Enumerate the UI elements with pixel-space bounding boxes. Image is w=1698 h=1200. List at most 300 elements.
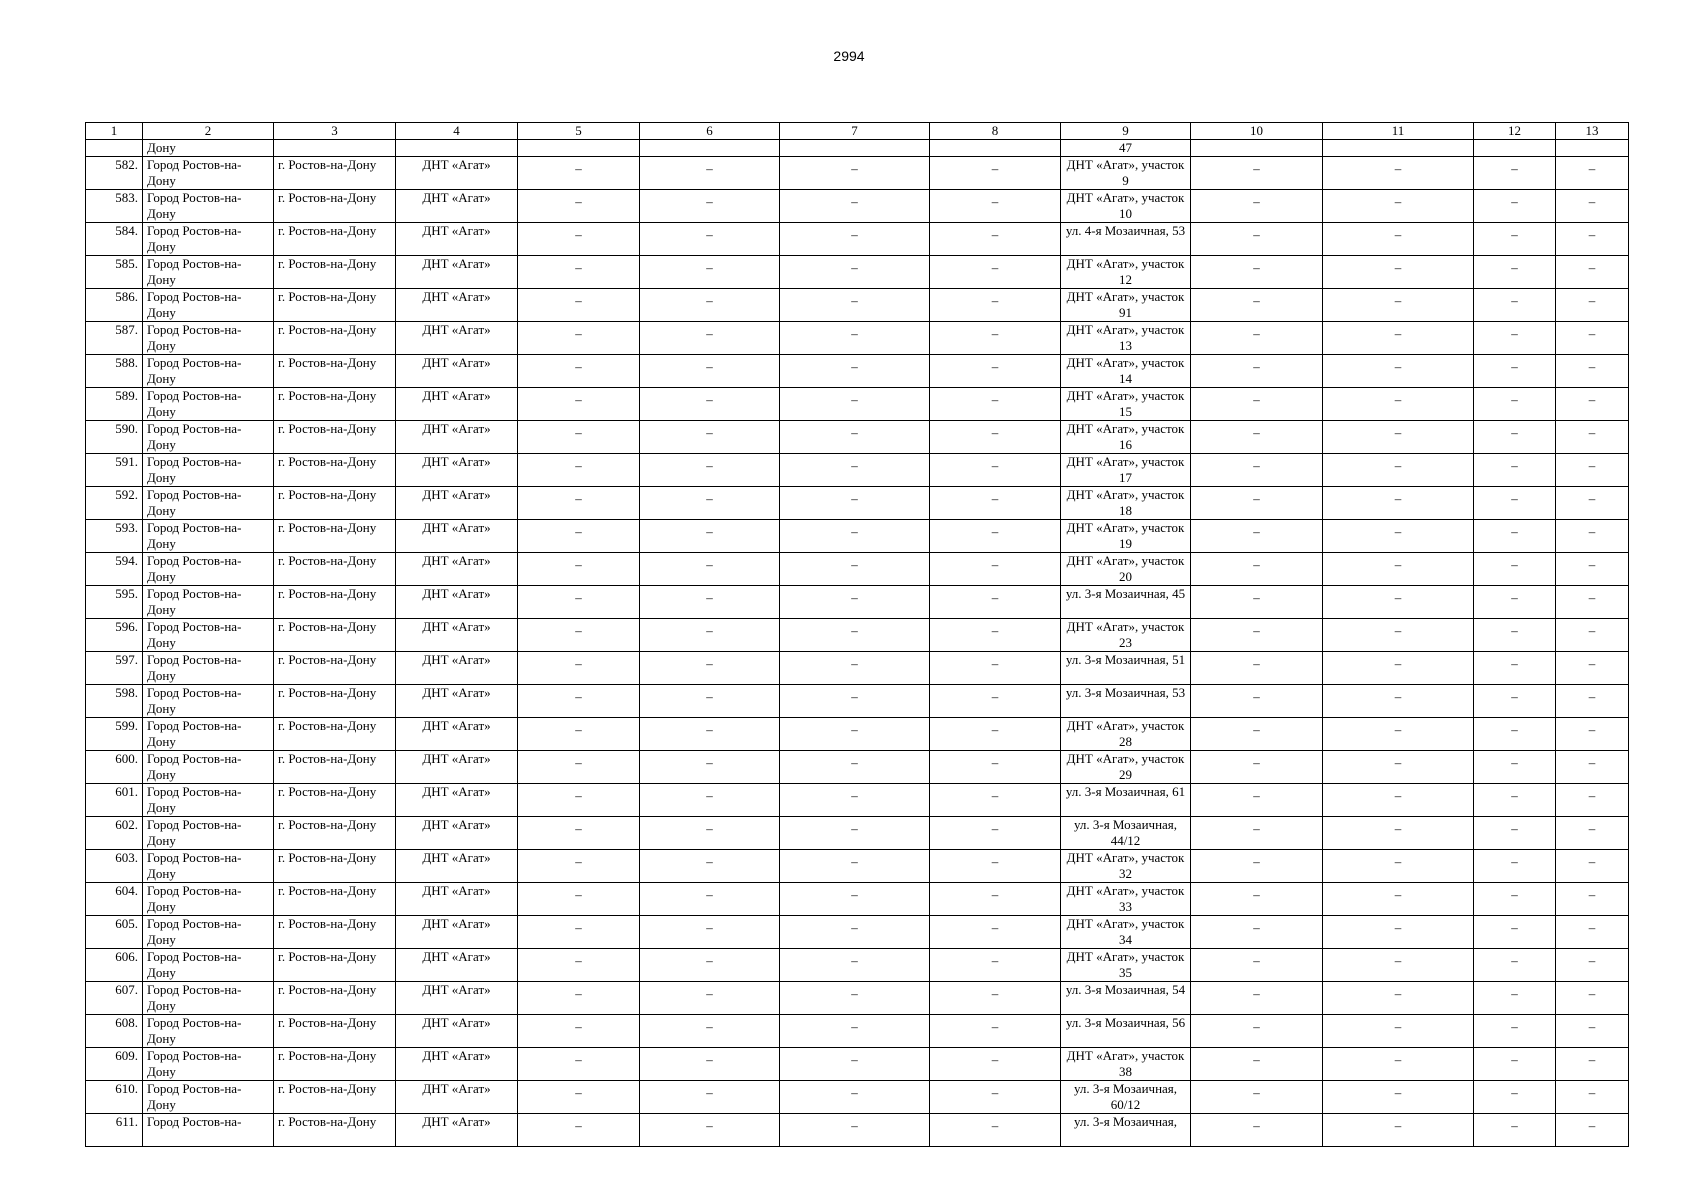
dash-cell: –: [930, 1081, 1061, 1114]
empty-cell: [86, 140, 143, 157]
table-row: [86, 586, 1629, 619]
dash-cell: –: [1323, 619, 1474, 652]
dash-cell: –: [1556, 718, 1629, 751]
dash-cell: –: [1323, 190, 1474, 223]
organization-cell: ДНТ «Агат»: [396, 718, 518, 751]
dash-cell: –: [930, 916, 1061, 949]
dash-cell: –: [518, 157, 640, 190]
table-row: [86, 850, 1629, 883]
dash-cell: –: [1474, 223, 1556, 256]
table-row: [86, 751, 1629, 784]
dash-cell: –: [640, 256, 780, 289]
table-row: [86, 883, 1629, 916]
dash-cell: –: [930, 454, 1061, 487]
locality-cell: г. Ростов-на-Дону: [274, 1081, 396, 1114]
address-cell: ДНТ «Агат», участок 35: [1061, 949, 1191, 982]
row-number-cell: 590.: [86, 421, 143, 454]
table-row: [86, 256, 1629, 289]
table-row: [86, 289, 1629, 322]
municipality-cell: Город Ростов-на-Дону: [143, 256, 274, 289]
dash-cell: –: [1323, 157, 1474, 190]
dash-cell: –: [930, 1048, 1061, 1081]
dash-cell: –: [640, 619, 780, 652]
row-number-cell: 588.: [86, 355, 143, 388]
dash-cell: –: [518, 586, 640, 619]
dash-cell: –: [780, 586, 930, 619]
dash-cell: –: [1191, 1114, 1323, 1147]
dash-cell: –: [780, 355, 930, 388]
row-number-cell: 600.: [86, 751, 143, 784]
dash-cell: –: [1323, 586, 1474, 619]
dash-cell: –: [1323, 388, 1474, 421]
locality-cell: г. Ростов-на-Дону: [274, 553, 396, 586]
locality-cell: г. Ростов-на-Дону: [274, 982, 396, 1015]
address-cell: ДНТ «Агат», участок 23: [1061, 619, 1191, 652]
dash-cell: –: [518, 520, 640, 553]
dash-cell: –: [1474, 586, 1556, 619]
dash-cell: –: [518, 421, 640, 454]
locality-cell: г. Ростов-на-Дону: [274, 454, 396, 487]
dash-cell: –: [518, 685, 640, 718]
dash-cell: –: [1474, 355, 1556, 388]
dash-cell: –: [1323, 487, 1474, 520]
municipality-cell: Город Ростов-на-Дону: [143, 652, 274, 685]
municipality-cell: Дону: [143, 140, 274, 157]
dash-cell: –: [518, 289, 640, 322]
row-number-cell: 607.: [86, 982, 143, 1015]
dash-cell: –: [930, 1015, 1061, 1048]
locality-cell: г. Ростов-на-Дону: [274, 949, 396, 982]
dash-cell: –: [1191, 256, 1323, 289]
dash-cell: –: [1556, 223, 1629, 256]
table-row: [86, 223, 1629, 256]
row-number-cell: 583.: [86, 190, 143, 223]
dash-cell: –: [1191, 850, 1323, 883]
dash-cell: –: [1556, 883, 1629, 916]
row-number-cell: 593.: [86, 520, 143, 553]
dash-cell: –: [518, 256, 640, 289]
dash-cell: –: [1323, 982, 1474, 1015]
row-number-cell: 609.: [86, 1048, 143, 1081]
municipality-cell: Город Ростов-на-Дону: [143, 388, 274, 421]
header-cell: 7: [780, 123, 930, 140]
dash-cell: –: [1474, 520, 1556, 553]
locality-cell: г. Ростов-на-Дону: [274, 256, 396, 289]
row-number-cell: 597.: [86, 652, 143, 685]
locality-cell: г. Ростов-на-Дону: [274, 784, 396, 817]
dash-cell: –: [1474, 685, 1556, 718]
header-cell: 6: [640, 123, 780, 140]
dash-cell: –: [640, 850, 780, 883]
address-cell: ул. 4-я Мозаичная, 53: [1061, 223, 1191, 256]
dash-cell: –: [780, 223, 930, 256]
dash-cell: –: [518, 949, 640, 982]
dash-cell: –: [1323, 520, 1474, 553]
dash-cell: –: [1556, 190, 1629, 223]
row-number-cell: 587.: [86, 322, 143, 355]
municipality-cell: Город Ростов-на-Дону: [143, 586, 274, 619]
table-row: [86, 487, 1629, 520]
dash-cell: –: [640, 388, 780, 421]
dash-cell: –: [640, 157, 780, 190]
dash-cell: –: [1556, 586, 1629, 619]
address-cell: ДНТ «Агат», участок 15: [1061, 388, 1191, 421]
dash-cell: –: [1323, 553, 1474, 586]
dash-cell: –: [930, 157, 1061, 190]
dash-cell: –: [930, 1114, 1061, 1147]
dash-cell: –: [1323, 817, 1474, 850]
dash-cell: –: [640, 223, 780, 256]
dash-cell: –: [1191, 157, 1323, 190]
dash-cell: –: [1556, 817, 1629, 850]
locality-cell: г. Ростов-на-Дону: [274, 388, 396, 421]
address-cell: ДНТ «Агат», участок 12: [1061, 256, 1191, 289]
organization-cell: ДНТ «Агат»: [396, 487, 518, 520]
dash-cell: –: [640, 289, 780, 322]
dash-cell: –: [1474, 553, 1556, 586]
dash-cell: –: [1191, 289, 1323, 322]
dash-cell: –: [518, 553, 640, 586]
organization-cell: ДНТ «Агат»: [396, 289, 518, 322]
dash-cell: –: [640, 421, 780, 454]
dash-cell: –: [1191, 355, 1323, 388]
dash-cell: –: [518, 487, 640, 520]
row-number-cell: 605.: [86, 916, 143, 949]
organization-cell: ДНТ «Агат»: [396, 421, 518, 454]
dash-cell: –: [518, 619, 640, 652]
dash-cell: –: [1474, 388, 1556, 421]
municipality-cell: Город Ростов-на-Дону: [143, 355, 274, 388]
dash-cell: –: [930, 685, 1061, 718]
organization-cell: ДНТ «Агат»: [396, 1015, 518, 1048]
dash-cell: –: [518, 1081, 640, 1114]
dash-cell: –: [518, 1114, 640, 1147]
header-cell: 5: [518, 123, 640, 140]
dash-cell: –: [1474, 289, 1556, 322]
dash-cell: –: [780, 949, 930, 982]
dash-cell: –: [1323, 949, 1474, 982]
dash-cell: –: [780, 1081, 930, 1114]
row-number-cell: 582.: [86, 157, 143, 190]
dash-cell: –: [1474, 817, 1556, 850]
dash-cell: –: [1191, 586, 1323, 619]
dash-cell: –: [1323, 421, 1474, 454]
dash-cell: –: [518, 817, 640, 850]
dash-cell: –: [1556, 652, 1629, 685]
municipality-cell: Город Ростов-на-Дону: [143, 289, 274, 322]
dash-cell: –: [1474, 322, 1556, 355]
dash-cell: –: [1474, 718, 1556, 751]
municipality-cell: Город Ростов-на-Дону: [143, 157, 274, 190]
dash-cell: –: [640, 718, 780, 751]
dash-cell: –: [1323, 751, 1474, 784]
table-row: [86, 388, 1629, 421]
dash-cell: –: [780, 718, 930, 751]
dash-cell: –: [780, 520, 930, 553]
empty-cell: [518, 140, 640, 157]
locality-cell: г. Ростов-на-Дону: [274, 289, 396, 322]
table-row: [86, 817, 1629, 850]
header-cell: 12: [1474, 123, 1556, 140]
header-cell: 1: [86, 123, 143, 140]
municipality-cell: Город Ростов-на-Дону: [143, 883, 274, 916]
dash-cell: –: [1323, 223, 1474, 256]
dash-cell: –: [780, 982, 930, 1015]
dash-cell: –: [1191, 619, 1323, 652]
table-row: [86, 949, 1629, 982]
header-cell: 9: [1061, 123, 1191, 140]
address-cell: ДНТ «Агат», участок 34: [1061, 916, 1191, 949]
dash-cell: –: [930, 784, 1061, 817]
dash-cell: –: [1323, 652, 1474, 685]
dash-cell: –: [1556, 751, 1629, 784]
dash-cell: –: [1323, 916, 1474, 949]
municipality-cell: Город Ростов-на-Дону: [143, 487, 274, 520]
dash-cell: –: [780, 685, 930, 718]
dash-cell: –: [1191, 520, 1323, 553]
row-number-cell: 595.: [86, 586, 143, 619]
dash-cell: –: [1556, 355, 1629, 388]
dash-cell: –: [640, 685, 780, 718]
table-body: [86, 123, 1629, 1147]
table-row: [86, 1048, 1629, 1081]
municipality-cell: Город Ростов-на-Дону: [143, 751, 274, 784]
table-row: [86, 685, 1629, 718]
dash-cell: –: [780, 421, 930, 454]
address-cell: ДНТ «Агат», участок 91: [1061, 289, 1191, 322]
empty-cell: [274, 140, 396, 157]
dash-cell: –: [780, 256, 930, 289]
row-number-cell: 603.: [86, 850, 143, 883]
dash-cell: –: [1191, 685, 1323, 718]
row-number-cell: 610.: [86, 1081, 143, 1114]
locality-cell: г. Ростов-на-Дону: [274, 751, 396, 784]
organization-cell: ДНТ «Агат»: [396, 652, 518, 685]
dash-cell: –: [1191, 421, 1323, 454]
address-cell: ул. 3-я Мозаичная, 45: [1061, 586, 1191, 619]
table-row: [86, 553, 1629, 586]
locality-cell: г. Ростов-на-Дону: [274, 850, 396, 883]
dash-cell: –: [780, 1114, 930, 1147]
municipality-cell: Город Ростов-на-Дону: [143, 223, 274, 256]
row-number-cell: 604.: [86, 883, 143, 916]
table-row: [86, 355, 1629, 388]
dash-cell: –: [640, 949, 780, 982]
organization-cell: ДНТ «Агат»: [396, 949, 518, 982]
dash-cell: –: [1323, 256, 1474, 289]
dash-cell: –: [1323, 718, 1474, 751]
address-cell: ДНТ «Агат», участок 13: [1061, 322, 1191, 355]
dash-cell: –: [1556, 289, 1629, 322]
header-cell: 8: [930, 123, 1061, 140]
address-cell: ДНТ «Агат», участок 28: [1061, 718, 1191, 751]
dash-cell: –: [930, 520, 1061, 553]
table-row: [86, 190, 1629, 223]
empty-cell: [396, 140, 518, 157]
table-row: [86, 1081, 1629, 1114]
dash-cell: –: [1191, 1081, 1323, 1114]
dash-cell: –: [1556, 256, 1629, 289]
address-cell: ДНТ «Агат», участок 9: [1061, 157, 1191, 190]
dash-cell: –: [640, 190, 780, 223]
dash-cell: –: [1191, 817, 1323, 850]
dash-cell: –: [640, 982, 780, 1015]
dash-cell: –: [780, 553, 930, 586]
dash-cell: –: [518, 322, 640, 355]
dash-cell: –: [640, 1015, 780, 1048]
row-number-cell: 586.: [86, 289, 143, 322]
dash-cell: –: [1474, 619, 1556, 652]
dash-cell: –: [640, 1081, 780, 1114]
municipality-cell: Город Ростов-на-Дону: [143, 322, 274, 355]
organization-cell: ДНТ «Агат»: [396, 883, 518, 916]
empty-cell: [1191, 140, 1323, 157]
dash-cell: –: [1323, 1048, 1474, 1081]
address-cell: ул. 3-я Мозаичная, 54: [1061, 982, 1191, 1015]
table-row: [86, 652, 1629, 685]
dash-cell: –: [640, 454, 780, 487]
dash-cell: –: [640, 586, 780, 619]
municipality-cell: Город Ростов-на-Дону: [143, 421, 274, 454]
locality-cell: г. Ростов-на-Дону: [274, 916, 396, 949]
organization-cell: ДНТ «Агат»: [396, 784, 518, 817]
dash-cell: –: [930, 850, 1061, 883]
dash-cell: –: [1474, 652, 1556, 685]
organization-cell: ДНТ «Агат»: [396, 982, 518, 1015]
dash-cell: –: [1474, 487, 1556, 520]
organization-cell: ДНТ «Агат»: [396, 1114, 518, 1147]
organization-cell: ДНТ «Агат»: [396, 190, 518, 223]
dash-cell: –: [930, 652, 1061, 685]
dash-cell: –: [518, 718, 640, 751]
municipality-cell: Город Ростов-на-Дону: [143, 619, 274, 652]
dash-cell: –: [1191, 388, 1323, 421]
row-number-cell: 606.: [86, 949, 143, 982]
dash-cell: –: [780, 817, 930, 850]
municipality-cell: Город Ростов-на-: [143, 1114, 274, 1147]
municipality-cell: Город Ростов-на-Дону: [143, 718, 274, 751]
dash-cell: –: [1556, 1048, 1629, 1081]
address-cell: ДНТ «Агат», участок 32: [1061, 850, 1191, 883]
dash-cell: –: [1191, 982, 1323, 1015]
dash-cell: –: [1323, 1114, 1474, 1147]
dash-cell: –: [640, 751, 780, 784]
table-row: [86, 454, 1629, 487]
dash-cell: –: [1191, 949, 1323, 982]
header-cell: 3: [274, 123, 396, 140]
organization-cell: ДНТ «Агат»: [396, 157, 518, 190]
dash-cell: –: [780, 751, 930, 784]
dash-cell: –: [780, 850, 930, 883]
dash-cell: –: [930, 883, 1061, 916]
dash-cell: –: [930, 751, 1061, 784]
organization-cell: ДНТ «Агат»: [396, 322, 518, 355]
locality-cell: г. Ростов-на-Дону: [274, 322, 396, 355]
dash-cell: –: [1474, 916, 1556, 949]
dash-cell: –: [1191, 553, 1323, 586]
header-cell: 10: [1191, 123, 1323, 140]
dash-cell: –: [518, 190, 640, 223]
dash-cell: –: [518, 1015, 640, 1048]
dash-cell: –: [518, 652, 640, 685]
dash-cell: –: [640, 883, 780, 916]
dash-cell: –: [640, 1114, 780, 1147]
header-cell: 11: [1323, 123, 1474, 140]
dash-cell: –: [518, 355, 640, 388]
address-cell: ДНТ «Агат», участок 14: [1061, 355, 1191, 388]
organization-cell: ДНТ «Агат»: [396, 619, 518, 652]
municipality-cell: Город Ростов-на-Дону: [143, 850, 274, 883]
organization-cell: ДНТ «Агат»: [396, 751, 518, 784]
registry-table: [85, 122, 1629, 1147]
dash-cell: –: [640, 355, 780, 388]
dash-cell: –: [1474, 850, 1556, 883]
dash-cell: –: [1556, 784, 1629, 817]
header-row: [86, 123, 1629, 140]
row-number-cell: 596.: [86, 619, 143, 652]
dash-cell: –: [1474, 751, 1556, 784]
locality-cell: г. Ростов-на-Дону: [274, 685, 396, 718]
dash-cell: –: [518, 784, 640, 817]
locality-cell: г. Ростов-на-Дону: [274, 1048, 396, 1081]
organization-cell: ДНТ «Агат»: [396, 817, 518, 850]
dash-cell: –: [930, 388, 1061, 421]
municipality-cell: Город Ростов-на-Дону: [143, 520, 274, 553]
dash-cell: –: [1556, 1114, 1629, 1147]
dash-cell: –: [1191, 1048, 1323, 1081]
table-row: [86, 421, 1629, 454]
table-row: [86, 916, 1629, 949]
dash-cell: –: [1191, 223, 1323, 256]
dash-cell: –: [930, 586, 1061, 619]
organization-cell: ДНТ «Агат»: [396, 685, 518, 718]
address-cell: ДНТ «Агат», участок 19: [1061, 520, 1191, 553]
dash-cell: –: [640, 322, 780, 355]
address-cell: ул. 3-я Мозаичная, 60/12: [1061, 1081, 1191, 1114]
dash-cell: –: [1556, 949, 1629, 982]
dash-cell: –: [780, 883, 930, 916]
dash-cell: –: [1191, 322, 1323, 355]
row-number-cell: 599.: [86, 718, 143, 751]
dash-cell: –: [518, 1048, 640, 1081]
dash-cell: –: [780, 916, 930, 949]
dash-cell: –: [640, 520, 780, 553]
organization-cell: ДНТ «Агат»: [396, 850, 518, 883]
dash-cell: –: [930, 487, 1061, 520]
dash-cell: –: [1556, 685, 1629, 718]
dash-cell: –: [1323, 850, 1474, 883]
dash-cell: –: [518, 982, 640, 1015]
dash-cell: –: [518, 454, 640, 487]
locality-cell: г. Ростов-на-Дону: [274, 817, 396, 850]
dash-cell: –: [1191, 916, 1323, 949]
dash-cell: –: [930, 421, 1061, 454]
row-number-cell: 585.: [86, 256, 143, 289]
empty-cell: [780, 140, 930, 157]
dash-cell: –: [780, 322, 930, 355]
address-cell: ДНТ «Агат», участок 20: [1061, 553, 1191, 586]
dash-cell: –: [640, 553, 780, 586]
dash-cell: –: [930, 322, 1061, 355]
dash-cell: –: [1556, 157, 1629, 190]
dash-cell: –: [1474, 1081, 1556, 1114]
address-cell: ул. 3-я Мозаичная, 44/12: [1061, 817, 1191, 850]
empty-cell: [930, 140, 1061, 157]
dash-cell: –: [780, 157, 930, 190]
dash-cell: –: [1191, 1015, 1323, 1048]
dash-cell: –: [640, 817, 780, 850]
address-cell: ДНТ «Агат», участок 38: [1061, 1048, 1191, 1081]
